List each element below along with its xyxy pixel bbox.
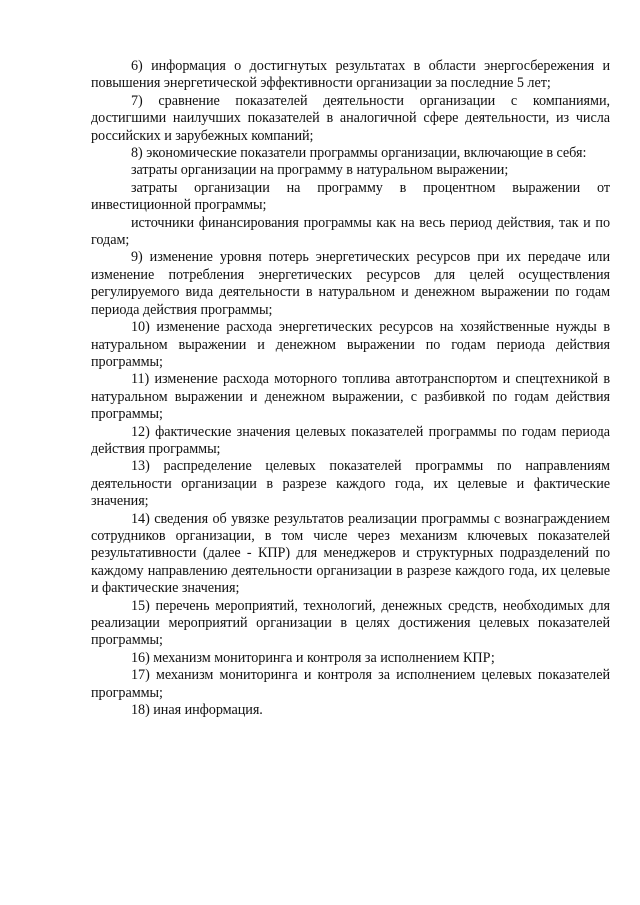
paragraph-item-17: 17) механизм мониторинга и контроля за исполнением целевых показателей программы; (91, 667, 610, 701)
paragraph-item-7: 7) сравнение показателей деятельности организации с компаниями, достигшими наилучших показателей в аналогичной сфере деятельности, из числа российских и зарубежных компаний; (91, 92, 610, 144)
paragraph-item-12: 12) фактические значения целевых показателей программы по годам периода действия программы; (91, 423, 610, 457)
paragraph-item-10: 10) изменение расхода энергетических ресурсов на хозяйственные нужды в натуральном выражении и денежном выражении по годам периода действия программы; (91, 319, 610, 370)
paragraph-item-13: 13) распределение целевых показателей программы по направлениям деятельности организации в разрезе каждого года, их целевые и фактические значения; (91, 458, 610, 510)
paragraph-item-8: 8) экономические показатели программы организации, включающие в себя: (131, 145, 587, 162)
paragraph-item-14: 14) сведения об увязке результатов реализации программы с вознаграждением сотрудников организации, в том числе через механизм ключевых показателей результативности (далее - КПР) для менеджеров и структурных подразделений по каждому направлению деятельности организации в разрезе каждого года, их целевые и фактические значения; (91, 510, 610, 597)
paragraph-item-15: 15) перечень мероприятий, технологий, денежных средств, необходимых для реализации мероприятий организации в целях достижения целевых показателей программы; (91, 597, 610, 649)
paragraph-item-16: 16) механизм мониторинга и контроля за исполнением КПР; (131, 649, 495, 666)
paragraph-item-6: 6) информация о достигнутых результатах в области энергосбережения и повышения энергетической эффективности организации за последние 5 лет; (91, 58, 610, 92)
paragraph-item-9: 9) изменение уровня потерь энергетических ресурсов при их передаче или изменение потребления энергетических ресурсов для целей осуществления регулируемого вида деятельности в натуральном и денежном выражении по годам периода действия программы; (91, 249, 610, 318)
paragraph-subitem-costs-percent: затраты организации на программу в процентном выражении от инвестиционной программы; (91, 179, 610, 214)
paragraph-item-18: 18) иная информация. (131, 702, 263, 719)
paragraph-subitem-funding-sources: источники финансирования программы как на весь период действия, так и по годам; (91, 214, 610, 249)
paragraph-subitem-costs-natural: затраты организации на программу в натуральном выражении; (131, 162, 509, 179)
paragraph-item-11: 11) изменение расхода моторного топлива автотранспортом и спецтехникой в натуральном выражении и денежном выражении, с разбивкой по годам действия программы; (91, 371, 610, 423)
